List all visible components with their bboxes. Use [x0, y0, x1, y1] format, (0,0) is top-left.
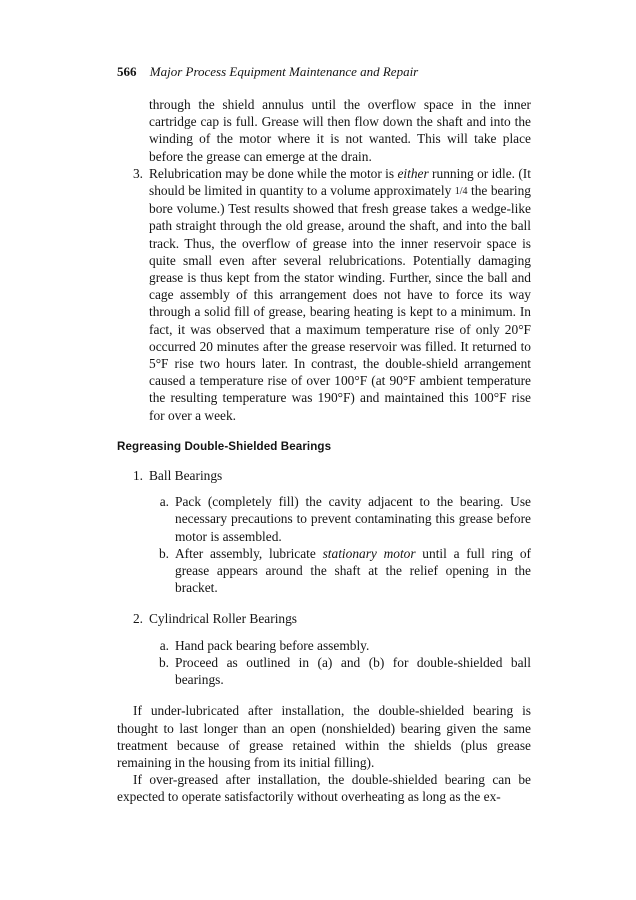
sub-list-item: [149, 545, 531, 597]
list-number: 1.: [132, 468, 143, 484]
sub-list-letter: a.: [159, 494, 169, 510]
sub-list-text: Proceed as outlined in (a) and (b) for double-shielded ball bearings.: [175, 654, 531, 688]
section-list-item: [117, 467, 531, 484]
list-item-text: [149, 165, 531, 424]
page-body: [117, 96, 531, 806]
sub-list-item: [149, 493, 531, 545]
text-run: until a full ring of grease appears around the shaft at the relief opening in the bracket.: [175, 545, 531, 596]
list-number: 3.: [132, 165, 143, 181]
sub-list-text: Hand pack bearing before assembly.: [175, 637, 370, 653]
text-run: Relubrication may be done while the motor is: [149, 165, 398, 181]
page-number: 566: [117, 64, 137, 79]
body-paragraph: If under-lubricated after installation, the double-shielded bearing is thought to last longer than an open (nonshielded) bearing given the same treatment because of grease retained within the shields (plus grease remaining in the housing from its initial filling).: [117, 703, 531, 770]
text-run: Pack (completely fill) the cavity adjacent to the bearing. Use necessary precautions to prevent contaminating this grease before motor is assembled.: [175, 494, 531, 544]
emphasis-text: stationary motor: [322, 545, 416, 561]
sub-list-letter: b.: [158, 545, 169, 561]
list-item-3: [117, 165, 531, 424]
book-title: Major Process Equipment Maintenance and Repair: [149, 64, 419, 79]
sub-list-text: [175, 493, 531, 545]
sub-list-item: [149, 637, 531, 654]
fraction: 1/4: [454, 186, 468, 198]
sub-list-letter: b.: [158, 654, 169, 670]
text-run: running or idle. (It should be limited in quantity to a volume approximately: [149, 165, 531, 199]
text-run: the bearing bore volume.) Test results showed that fresh grease takes a wedge-like path straight through the old grease, around the shaft, and into the ball track. Thus, the overflow of grease into the inner reservoir space is quite small even after several relubrications. Potentially damaging grease is thus kept from the stator winding. Further, since the ball and cage assembly of this arrangement does not have to force its way through a solid fill of grease, bearing heating is kept to a minimum. In fact, it was observed that a maximum temperature rise of only 20°F occurred 20 minutes after the grease reservoir was filled. It returned to 5°F rise two hours later. In contrast, the double-shield arrangement caused a temperature rise of over 100°F (at 90°F ambient temperature the resulting temperature was 190°F) and maintained this 100°F rise for over a week.: [149, 183, 531, 423]
section-list-item: [117, 610, 531, 627]
list-item-label: Cylindrical Roller Bearings: [149, 611, 298, 627]
sub-list-item: [149, 654, 531, 688]
text-run: After assembly, lubricate: [175, 545, 323, 561]
list-number: 2.: [132, 611, 143, 627]
sub-list-text: [175, 545, 531, 597]
body-paragraph: If over-greased after installation, the double-shielded bearing can be expected to operate satisfactorily without overheating as long as the ex-: [117, 772, 531, 805]
sub-list: [149, 637, 531, 689]
running-head: [117, 64, 418, 80]
continued-paragraph: through the shield annulus until the overflow space in the inner cartridge cap is full. Grease will then flow down the shaft and into the winding of the motor where it is not wanted. This will take place before the grease can emerge at the drain.: [149, 97, 531, 164]
sub-list: [149, 493, 531, 596]
emphasis-text: either: [397, 165, 429, 181]
sub-list-letter: a.: [159, 637, 169, 653]
list-item-label: Ball Bearings: [149, 468, 223, 484]
section-heading: Regreasing Double-Shielded Bearings: [117, 439, 332, 453]
